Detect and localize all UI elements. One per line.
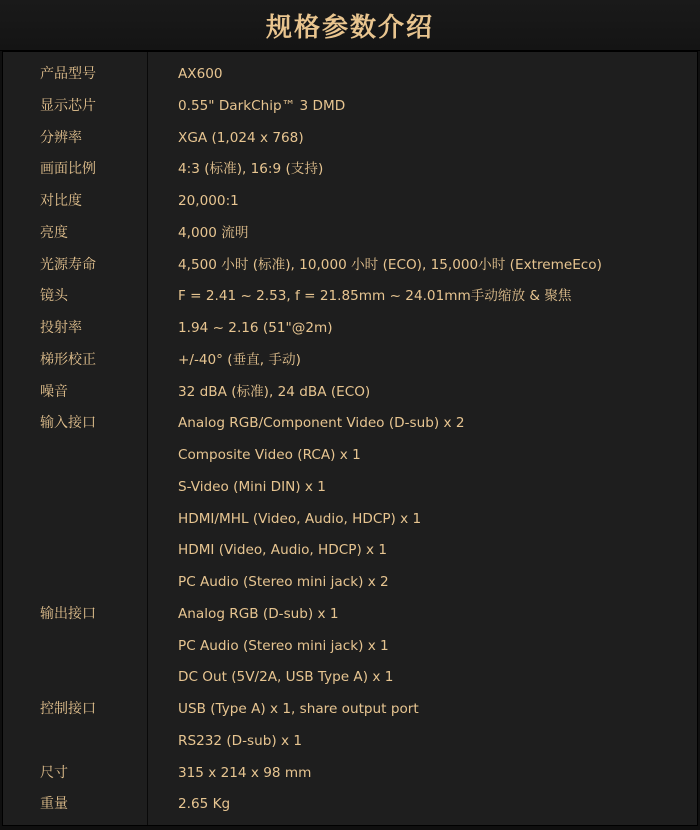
spec-row	[3, 758, 697, 790]
spec-row	[3, 154, 697, 186]
spec-value: RS232 (D-sub) x 1	[178, 732, 302, 749]
spec-row	[3, 535, 697, 567]
spec-label: 重量	[40, 796, 68, 813]
spec-value: HDMI/MHL (Video, Audio, HDCP) x 1	[178, 510, 422, 527]
spec-value: S-Video (Mini DIN) x 1	[178, 478, 326, 495]
spec-label: 分辨率	[40, 129, 82, 146]
spec-row	[3, 250, 697, 282]
spec-row	[3, 186, 697, 218]
spec-value: +/-40° (垂直, 手动)	[178, 351, 301, 368]
spec-label: 控制接口	[40, 701, 96, 717]
spec-label: 显示芯片	[40, 97, 96, 114]
spec-value: XGA (1,024 x 768)	[178, 129, 304, 146]
spec-value: 2.65 Kg	[178, 796, 231, 813]
spec-row	[3, 218, 697, 250]
spec-value: PC Audio (Stereo mini jack) x 2	[178, 574, 389, 590]
spec-value: Composite Video (RCA) x 1	[178, 447, 361, 463]
spec-row	[3, 567, 697, 599]
spec-value: 0.55" DarkChip™ 3 DMD	[178, 97, 346, 114]
spec-row	[3, 408, 697, 440]
spec-label: 产品型号	[40, 66, 96, 82]
spec-row	[3, 694, 697, 726]
spec-row	[3, 472, 697, 504]
spec-value: 4:3 (标准), 16:9 (支持)	[178, 161, 324, 178]
spec-label: 镜头	[40, 288, 68, 305]
spec-label: 梯形校正	[40, 351, 96, 368]
spec-row	[3, 123, 697, 155]
spec-label: 对比度	[40, 193, 82, 209]
spec-row	[3, 726, 697, 758]
spec-label: 光源寿命	[40, 256, 96, 273]
spec-row	[3, 59, 697, 91]
spec-row	[3, 662, 697, 694]
spec-row	[3, 313, 697, 345]
spec-rows	[3, 59, 697, 821]
header-bar	[0, 0, 700, 51]
spec-value: DC Out (5V/2A, USB Type A) x 1	[178, 669, 394, 686]
spec-label: 输入接口	[40, 415, 96, 432]
spec-row	[3, 91, 697, 123]
spec-value: Analog RGB (D-sub) x 1	[178, 605, 339, 622]
spec-row	[3, 440, 697, 472]
spec-value: 4,000 流明	[178, 224, 249, 241]
spec-value: 32 dBA (标准), 24 dBA (ECO)	[178, 383, 371, 400]
spec-label: 画面比例	[40, 161, 96, 178]
page-title: 规格参数介绍	[265, 12, 434, 43]
spec-label: 噪音	[40, 383, 68, 400]
spec-row	[3, 599, 697, 631]
spec-value: Analog RGB/Component Video (D-sub) x 2	[178, 415, 465, 432]
spec-label: 投射率	[40, 320, 82, 336]
spec-row	[3, 345, 697, 377]
spec-label: 输出接口	[40, 605, 96, 622]
spec-value: 20,000:1	[178, 193, 239, 209]
spec-value: 1.94 ~ 2.16 (51"@2m)	[178, 320, 333, 336]
spec-value: AX600	[178, 66, 223, 82]
spec-row	[3, 504, 697, 536]
spec-row	[3, 631, 697, 663]
spec-value: 4,500 小时 (标准), 10,000 小时 (ECO), 15,000小时 (ExtremeEco)	[178, 256, 602, 273]
spec-value: HDMI (Video, Audio, HDCP) x 1	[178, 542, 388, 559]
spec-label: 亮度	[40, 224, 68, 241]
spec-value: F = 2.41 ~ 2.53, f = 21.85mm ~ 24.01mm手动缩放 & 聚焦	[178, 288, 572, 305]
spec-row	[3, 281, 697, 313]
spec-row	[3, 377, 697, 409]
spec-value: USB (Type A) x 1, share output port	[178, 701, 419, 717]
spec-value: 315 x 214 x 98 mm	[178, 764, 312, 781]
spec-value: PC Audio (Stereo mini jack) x 1	[178, 637, 389, 654]
spec-label: 尺寸	[40, 764, 68, 781]
spec-table	[2, 51, 698, 826]
spec-row	[3, 789, 697, 821]
